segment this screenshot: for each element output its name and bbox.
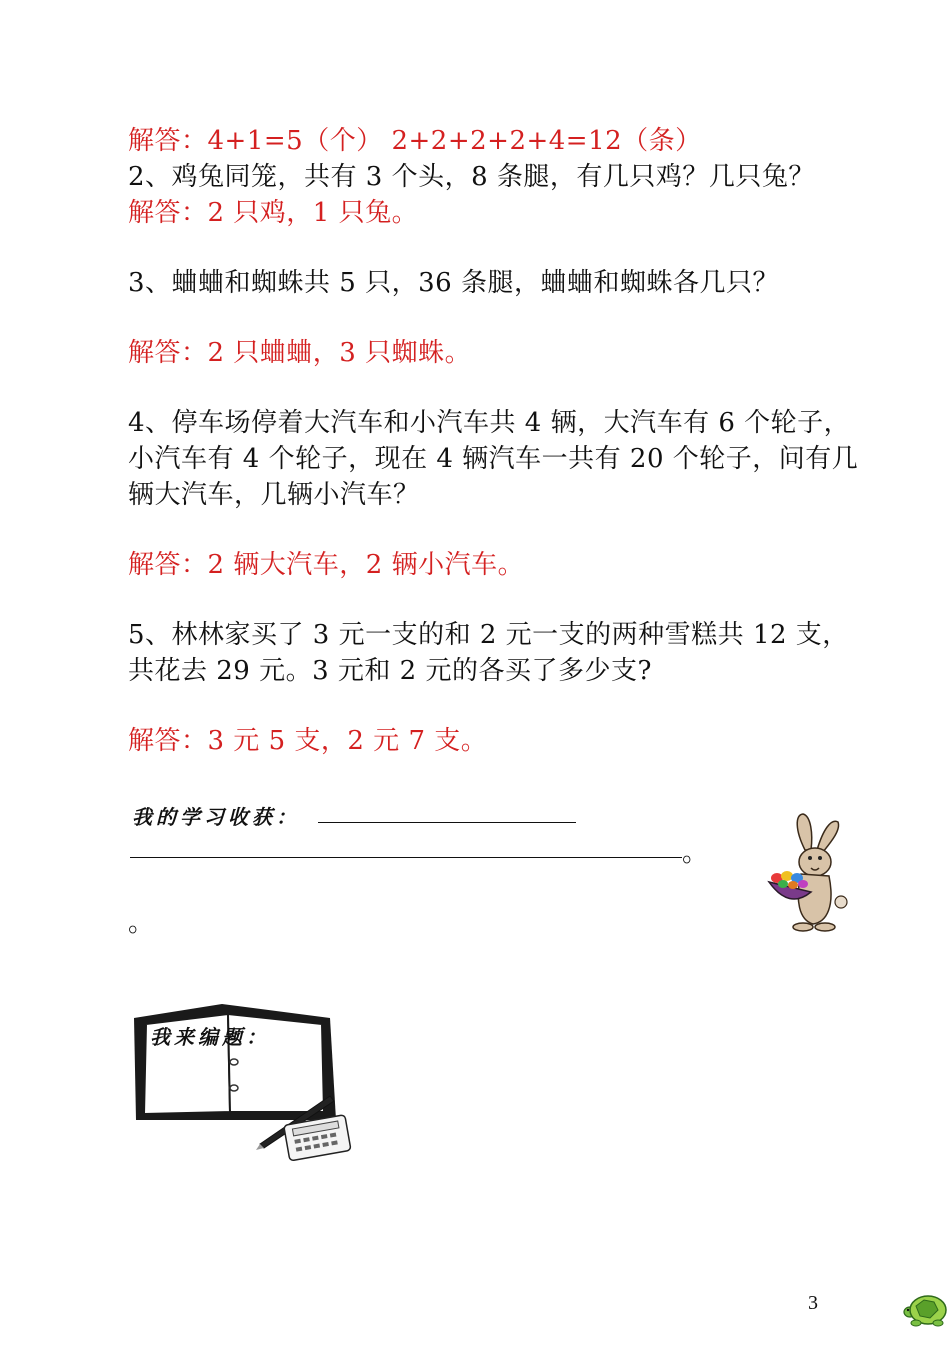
answer-5: 解答：3 元 5 支，2 元 7 支。	[128, 726, 488, 756]
question-5-line-1: 5、林林家买了 3 元一支的和 2 元一支的两种雪糕共 12 支，	[128, 620, 849, 650]
question-2: 2、鸡兔同笼，共有 3 个头，8 条腿，有几只鸡？几只兔？	[128, 162, 815, 192]
page-number: 3	[808, 1292, 818, 1314]
harvest-label: 我的学习收获：	[132, 805, 300, 829]
answer-2: 解答：2 只鸡，1 只兔。	[128, 198, 419, 228]
turtle-icon	[902, 1288, 948, 1328]
harvest-blank-2[interactable]	[130, 857, 682, 858]
harvest-blank-1[interactable]	[318, 822, 576, 823]
bunny-with-easter-eggs-icon	[765, 810, 855, 935]
answer-1: 解答：4+1=5（个） 2+2+2+2+4=12（条）	[128, 126, 702, 156]
harvest-period-2: 。	[128, 908, 155, 938]
answer-3: 解答：2 只蛐蛐，3 只蜘蛛。	[128, 338, 472, 368]
question-5-line-2: 共花去 29 元。3 元和 2 元的各买了多少支?	[128, 656, 652, 686]
question-4-line-2: 小汽车有 4 个轮子，现在 4 辆汽车一共有 20 个轮子，问有几	[128, 444, 859, 474]
question-4-line-3: 辆大汽车，几辆小汽车？	[128, 480, 420, 510]
question-4-line-1: 4、停车场停着大汽车和小汽车共 4 辆，大汽车有 6 个轮子，	[128, 408, 851, 438]
question-3: 3、蛐蛐和蜘蛛共 5 只，36 条腿，蛐蛐和蜘蛛各几只？	[128, 268, 779, 298]
harvest-period-1: 。	[682, 838, 709, 868]
answer-4: 解答：2 辆大汽车，2 辆小汽车。	[128, 550, 525, 580]
compose-label: 我来编题：	[150, 1025, 270, 1049]
